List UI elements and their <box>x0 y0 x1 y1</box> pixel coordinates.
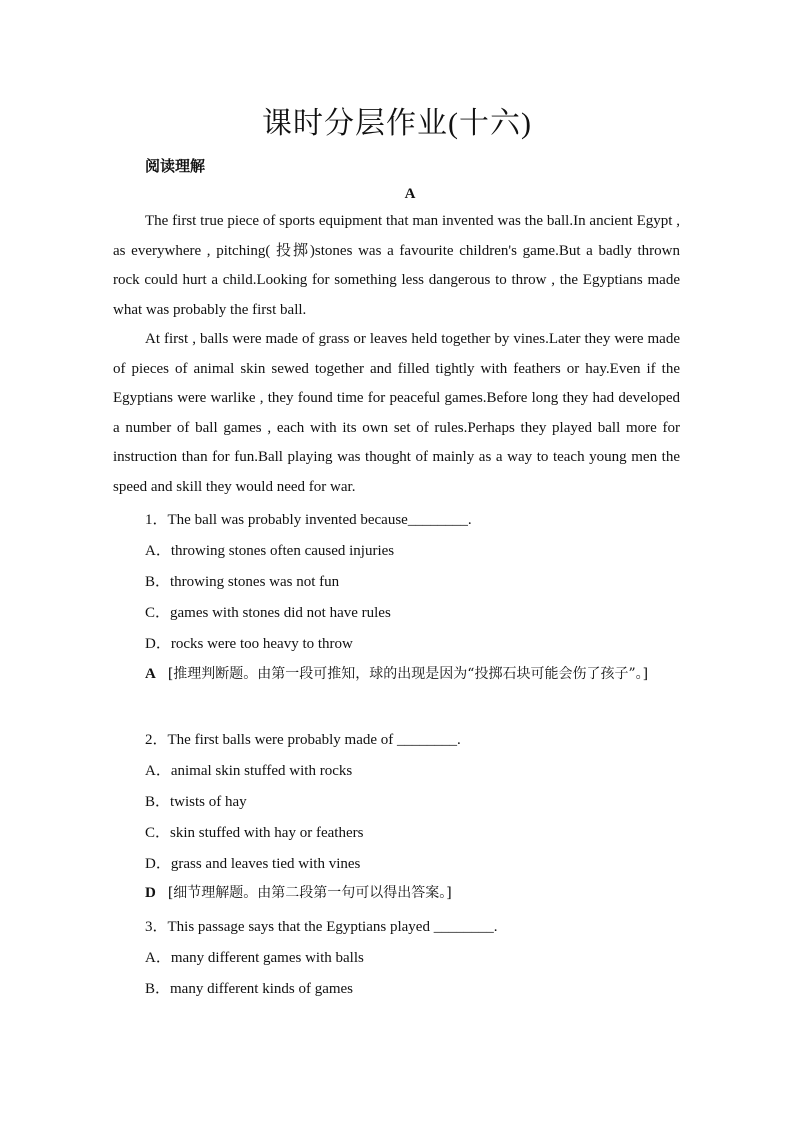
question-3-option-b: B．many different kinds of games <box>145 981 354 997</box>
paragraph-text: At first , balls were made of grass or leaves held together by vines.Later they were made of pieces of animal skin sewed together and filled tightly with feathers or hay.Even if the Egyptians were warlike , they found time for peaceful games.Before long they had developed a number of ball games , each with its own set of rules.Perhaps they played ball more for instruction than for fun.Ball playing was thought of mainly as a way to teach young men the speed and skill they would need for war. <box>113 331 680 495</box>
page-title: 课时分层作业(十六) <box>262 107 532 140</box>
question-3-stem: 3．This passage says that the Egyptians played ________. <box>145 919 498 935</box>
part-label: A <box>404 186 416 202</box>
question-1-option-d: D．rocks were too heavy to throw <box>145 636 353 652</box>
question-2-option-b: B．twists of hay <box>145 794 247 810</box>
question-1-option-a: A．throwing stones often caused injuries <box>145 543 395 559</box>
section-heading: 阅读理解 <box>145 159 206 175</box>
question-2-answer <box>113 877 680 909</box>
question-2-stem: 2．The first balls were probably made of ________. <box>145 732 461 748</box>
answer-letter: D <box>145 885 156 901</box>
question-2-option-c: C．skin stuffed with hay or feathers <box>145 825 364 841</box>
question-3-option-a: A．many different games with balls <box>145 950 364 966</box>
question-1-stem: 1．The ball was probably invented because________. <box>145 512 472 528</box>
question-2-option-d: D．grass and leaves tied with vines <box>145 856 361 872</box>
question-1-option-c: C．games with stones did not have rules <box>145 605 391 621</box>
answer-letter: A <box>145 666 156 682</box>
question-1-answer <box>113 658 680 690</box>
question-1-option-b: B．throwing stones was not fun <box>145 574 340 590</box>
passage-paragraph-2 <box>113 325 680 502</box>
answer-explanation: [推理判断题。由第一段可推知，球的出现是因为“投掷石块可能会伤了孩子”。] <box>167 666 649 682</box>
question-2-option-a: A．animal skin stuffed with rocks <box>145 763 353 779</box>
passage-paragraph-1 <box>113 207 680 325</box>
paragraph-text: The first true piece of sports equipment that man invented was the ball.In ancient Egypt , as everywhere , pitching( 投掷)stones was a favourite children's game.But a badly thrown rock could hurt a child.Looking for something less dangerous to throw , the Egyptians made what was probably the first ball. <box>113 213 680 318</box>
answer-explanation: [细节理解题。由第二段第一句可以得出答案。] <box>167 885 452 901</box>
